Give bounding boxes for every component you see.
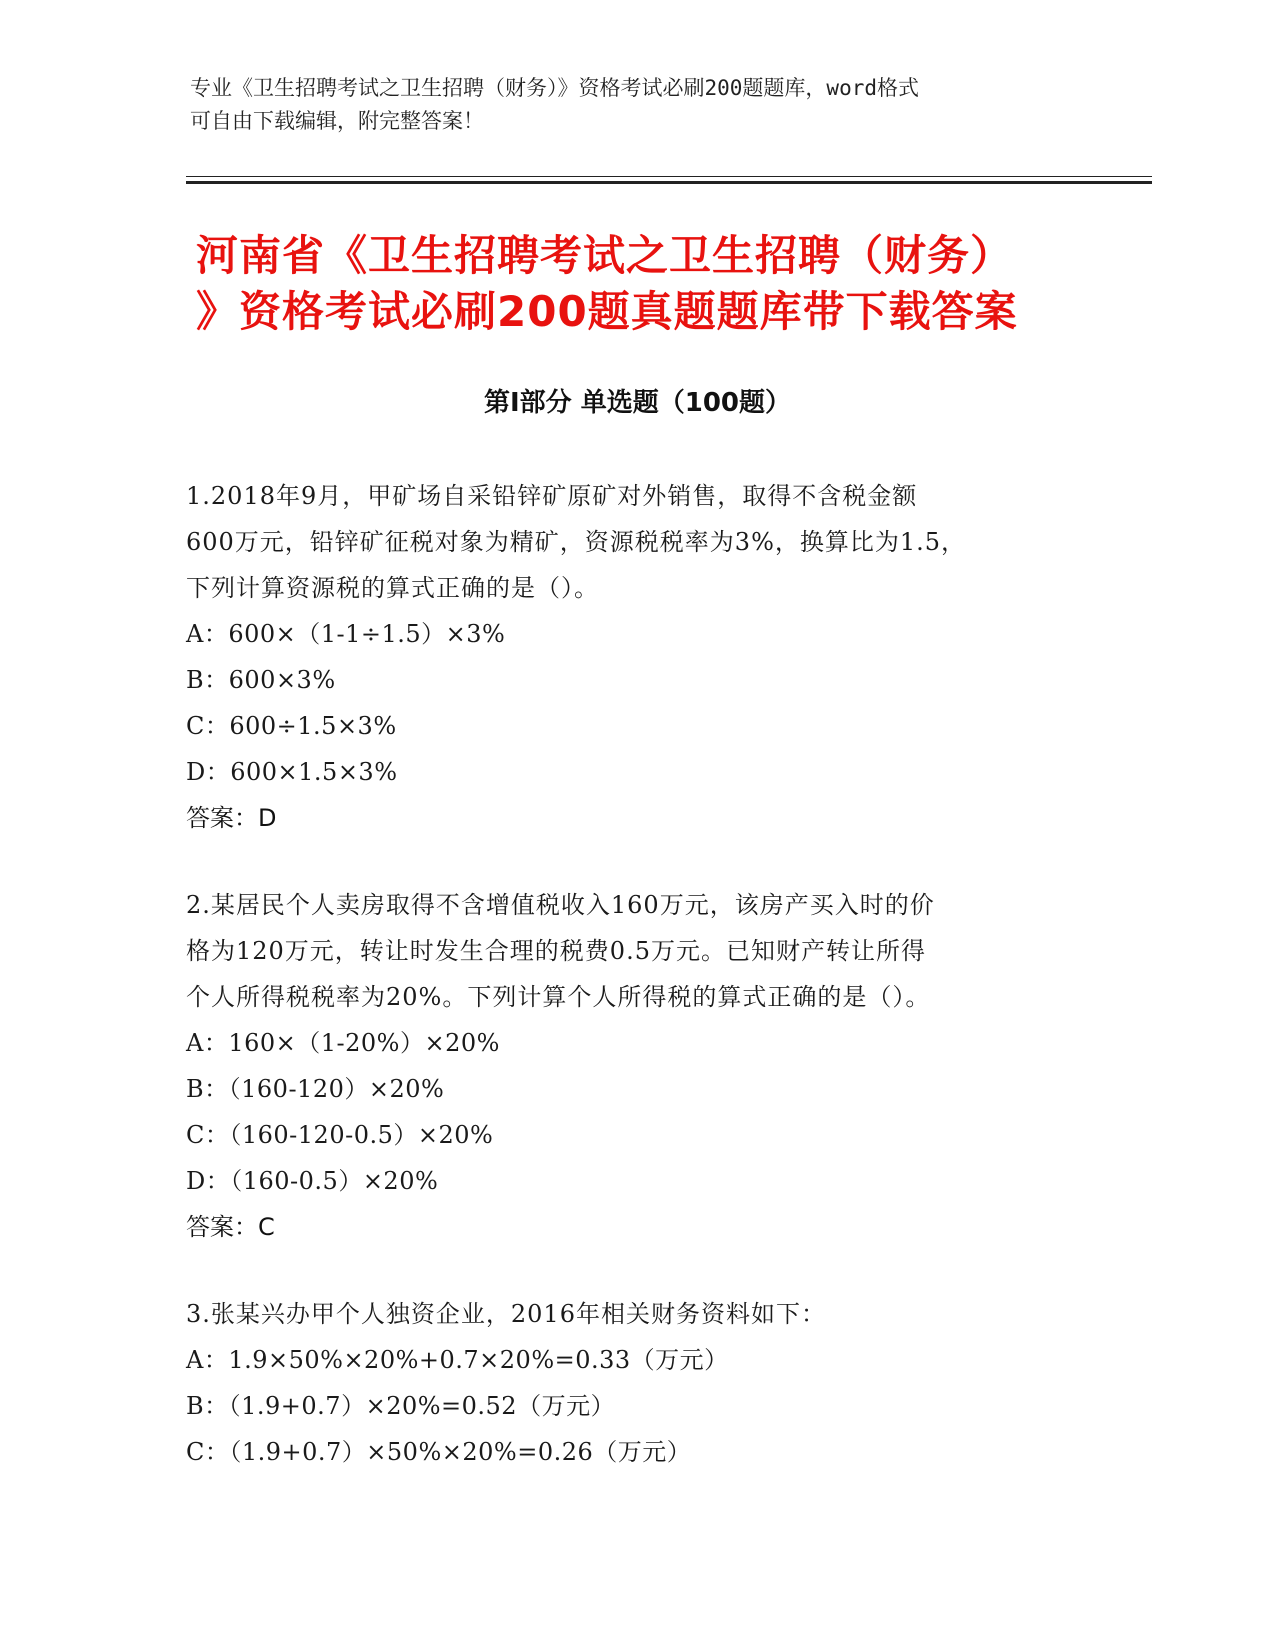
- option-b: B：（160-120）×20%: [186, 1075, 445, 1103]
- option-c: C：600÷1.5×3%: [186, 712, 397, 740]
- option-d: D：（160-0.5）×20%: [186, 1167, 439, 1195]
- option-d: D：600×1.5×3%: [186, 758, 398, 786]
- option-a: A：600×（1-1÷1.5）×3%: [186, 620, 506, 648]
- answer: 答案：D: [186, 804, 277, 832]
- title-line: 》资格考试必刷200题真题题库带下载答案: [196, 287, 1018, 336]
- question-3: [186, 1291, 1066, 1475]
- intro-text: [190, 72, 1070, 138]
- section-heading: 第Ⅰ部分 单选题（100题）: [484, 388, 791, 418]
- question-stem-line: 3.张某兴办甲个人独资企业，2016年相关财务资料如下：: [186, 1300, 826, 1328]
- question-stem-line: 个人所得税税率为20%。下列计算个人所得税的算式正确的是（）。: [186, 983, 931, 1011]
- document-title: [196, 228, 1096, 340]
- answer: 答案：C: [186, 1213, 275, 1241]
- question-stem-line: 600万元，铅锌矿征税对象为精矿，资源税税率为3%，换算比为1.5，: [186, 528, 967, 556]
- title-line: 河南省《卫生招聘考试之卫生招聘（财务）: [196, 231, 1014, 280]
- option-c: C：（1.9+0.7）×50%×20%=0.26（万元）: [186, 1438, 692, 1466]
- option-c: C：（160-120-0.5）×20%: [186, 1121, 494, 1149]
- intro-line: 专业《卫生招聘考试之卫生招聘（财务）》资格考试必刷200题题库，word格式: [190, 76, 919, 100]
- question-stem-line: 2.某居民个人卖房取得不含增值税收入160万元，该房产买入时的价: [186, 891, 935, 919]
- question-2: [186, 882, 1066, 1250]
- option-b: B：600×3%: [186, 666, 336, 694]
- question-stem-line: 1.2018年9月，甲矿场自采铅锌矿原矿对外销售，取得不含税金额: [186, 482, 918, 510]
- option-a: A：160×（1-20%）×20%: [186, 1029, 500, 1057]
- header-divider-thin: [186, 176, 1152, 177]
- question-stem-line: 下列计算资源税的算式正确的是（）。: [186, 574, 599, 602]
- option-a: A：1.9×50%×20%+0.7×20%=0.33（万元）: [186, 1346, 729, 1374]
- intro-line: 可自由下载编辑，附完整答案！: [190, 109, 484, 133]
- question-stem-line: 格为120万元，转让时发生合理的税费0.5万元。已知财产转让所得: [186, 937, 926, 965]
- option-b: B：（1.9+0.7）×20%=0.52（万元）: [186, 1392, 616, 1420]
- header-divider-thick: [186, 181, 1152, 184]
- question-1: [186, 473, 1066, 841]
